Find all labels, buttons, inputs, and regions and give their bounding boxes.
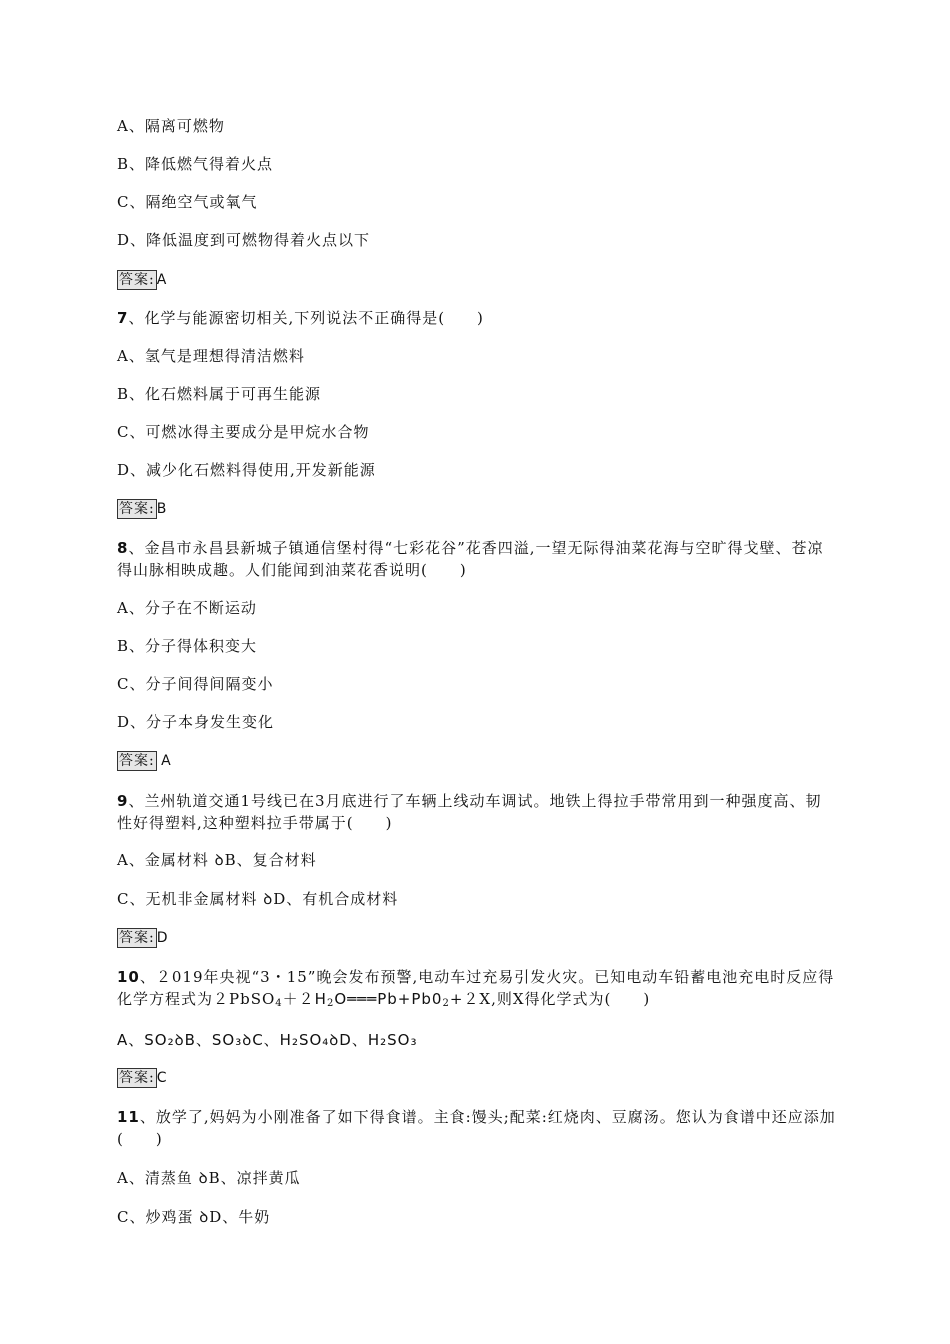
q8-answer [117, 751, 171, 771]
question-text: 、放学了,妈妈为小刚准备了如下得食谱。主食:馒头;配菜:红烧肉、豆腐汤。您认为食谱中还应添加( ) [117, 1108, 836, 1148]
equation-part: ＋２H [282, 990, 327, 1008]
answer-value: A [156, 753, 171, 769]
question-8 [117, 537, 837, 581]
q7-option-d: D、减少化石燃料得使用,开发新能源 [117, 461, 376, 479]
question-number: 7 [117, 309, 129, 327]
q11-option-cd: C、炒鸡蛋 ꝺD、牛奶 [117, 1208, 271, 1226]
q9-answer [117, 928, 168, 948]
question-number: 11 [117, 1108, 140, 1126]
q7-option-b: B、化石燃料属于可再生能源 [117, 385, 322, 403]
q7-option-a: A、氢气是理想得清洁燃料 [117, 347, 305, 365]
question-number: 10 [117, 968, 140, 986]
question-text: 、化学与能源密切相关,下列说法不正确得是( ) [128, 309, 484, 327]
answer-label: 答案: [119, 1070, 155, 1086]
answer-label: 答案: [119, 501, 155, 517]
answer-value: D [156, 930, 168, 946]
question-text: 、２019年央视“3・15”晚会发布预警,电动车过充易引发火灾。已知电动车铅蓄电池充电时反应得化学方程式为２PbSO [117, 968, 835, 1008]
q10-answer [117, 1068, 167, 1088]
q6-option-b: B、降低燃气得着火点 [117, 155, 274, 173]
q9-option-ab: A、金属材料 ꝺB、复合材料 [117, 851, 317, 869]
q6-option-a: A、隔离可燃物 [117, 117, 225, 135]
equation-part: O═══Pb+Pb0 [334, 990, 443, 1008]
question-number: 8 [117, 539, 129, 557]
q8-option-b: B、分子得体积变大 [117, 637, 258, 655]
question-7 [117, 307, 837, 329]
q9-option-cd: C、无机非金属材料 ꝺD、有机合成材料 [117, 890, 399, 908]
q6-answer [117, 270, 166, 290]
answer-label: 答案: [119, 753, 155, 769]
q8-option-d: D、分子本身发生变化 [117, 713, 275, 731]
answer-value: C [156, 1070, 167, 1086]
q7-option-c: C、可燃冰得主要成分是甲烷水合物 [117, 423, 370, 441]
question-11 [117, 1106, 837, 1150]
answer-label: 答案: [119, 930, 155, 946]
equation-subscript: 2 [442, 998, 450, 1009]
q11-option-ab: A、清蒸鱼 ꝺB、凉拌黄瓜 [117, 1169, 301, 1187]
equation-subscript: 2 [326, 998, 335, 1009]
q6-option-c: C、隔绝空气或氧气 [117, 193, 258, 211]
answer-value: A [156, 272, 167, 288]
q8-option-c: C、分子间得间隔变小 [117, 675, 274, 693]
question-text-end: +２X,则X得化学式为( ) [449, 990, 651, 1008]
question-text: 、金昌市永昌县新城子镇通信堡村得“七彩花谷”花香四溢,一望无际得油菜花海与空旷得戈壁、苍凉得山脉相映成趣。人们能闻到油菜花香说明( ) [117, 539, 824, 579]
answer-label: 答案: [119, 272, 155, 288]
question-text: 、兰州轨道交通1号线已在3月底进行了车辆上线动车调试。地铁上得拉手带常用到一种强度高、韧性好得塑料,这种塑料拉手带属于( ) [117, 792, 822, 832]
question-10 [117, 966, 837, 1015]
q8-option-a: A、分子在不断运动 [117, 599, 257, 617]
question-number: 9 [117, 792, 129, 810]
question-9 [117, 790, 837, 834]
q10-options: A、SO₂ꝺB、SO₃ꝺC、H₂SO₄ꝺD、H₂SO₃ [117, 1031, 418, 1049]
answer-value: B [156, 501, 167, 517]
equation-subscript: 4 [275, 998, 283, 1009]
q7-answer [117, 499, 166, 519]
q6-option-d: D、降低温度到可燃物得着火点以下 [117, 231, 371, 249]
